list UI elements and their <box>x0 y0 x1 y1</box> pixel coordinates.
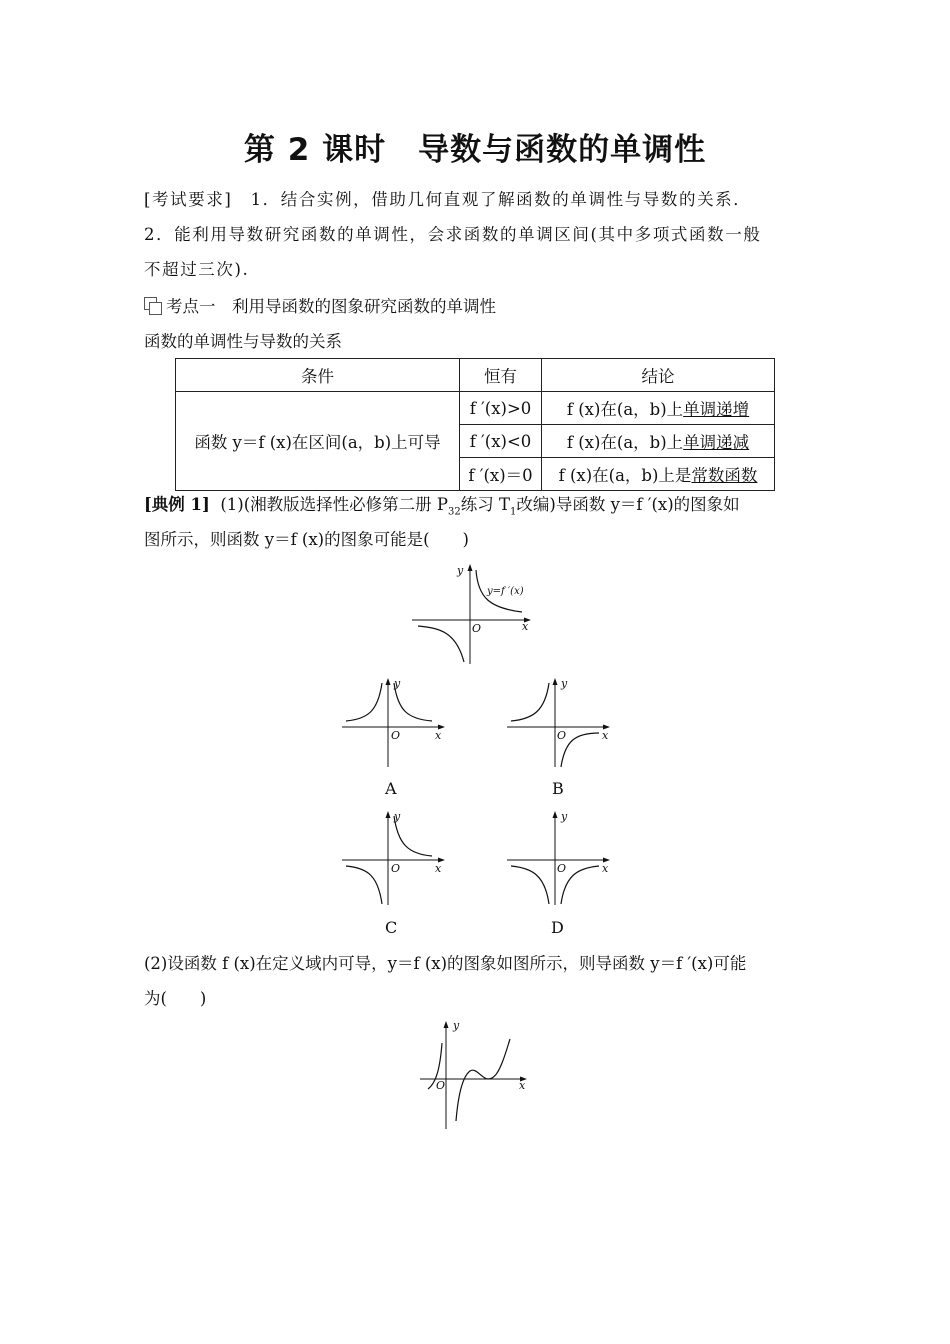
origin-label: O <box>557 862 567 875</box>
y-axis-label: y <box>394 810 401 823</box>
x-axis-label: x <box>522 620 529 633</box>
table-cell-conclusion <box>542 458 775 491</box>
example1-part2-line2: 为( ) <box>144 989 207 1008</box>
page-title: 第 2 课时 导数与函数的单调性 <box>243 132 707 168</box>
subsection-title: 函数的单调性与导数的关系 <box>144 332 342 351</box>
example1-text-b: 练习 T <box>460 495 511 514</box>
origin-label: O <box>436 1079 446 1092</box>
y-axis-label: y <box>561 810 568 823</box>
example1-text-a: (1)(湘教版选择性必修第二册 P <box>220 495 449 514</box>
x-axis-label: x <box>602 862 609 875</box>
option-c-graph <box>340 808 450 908</box>
table-cell-conclusion <box>542 425 775 458</box>
x-axis-label: x <box>519 1079 526 1092</box>
requirements-line-3: 不超过三次). <box>144 260 250 279</box>
table-cell-derivative: f ′(x)<0 <box>460 425 542 458</box>
curve-label: y=f ′(x) <box>487 586 524 597</box>
y-axis-label: y <box>394 677 401 690</box>
conclusion-key: 单调递增 <box>683 400 750 419</box>
option-c-label[interactable]: C <box>385 918 398 937</box>
example1-part1-line2: 图所示，则函数 y＝f (x)的图象可能是( ) <box>144 530 469 549</box>
option-b-graph <box>505 675 615 770</box>
conclusion-prefix: f (x)在(a，b)上是 <box>558 466 692 485</box>
option-b-label[interactable]: B <box>552 779 564 798</box>
table-header-conclusion: 结论 <box>542 359 775 392</box>
example1-part1-line1 <box>144 493 740 524</box>
conclusion-prefix: f (x)在(a，b)上 <box>566 400 684 419</box>
p-subscript: 32 <box>448 506 461 518</box>
table-header-condition: 条件 <box>176 359 460 392</box>
table-cell-derivative: f ′(x)＝0 <box>460 458 542 491</box>
conclusion-key: 常数函数 <box>691 466 758 485</box>
example1-text-c: 改编)导函数 y＝f ′(x)的图象如 <box>516 495 740 514</box>
section-label: 考点一 利用导函数的图象研究函数的单调性 <box>166 297 496 316</box>
requirements-line-2: 2．能利用导数研究函数的单调性，会求函数的单调区间(其中多项式函数一般 <box>144 225 762 244</box>
y-axis-label: y <box>457 564 464 577</box>
origin-label: O <box>391 862 401 875</box>
y-axis-label: y <box>453 1019 460 1032</box>
section-heading <box>144 293 496 317</box>
table-cell-condition: 函数 y＝f (x)在区间(a，b)上可导 <box>176 392 460 491</box>
table-cell-conclusion <box>542 392 775 425</box>
example1-part2-line1: (2)设函数 f (x)在定义域内可导，y＝f (x)的图象如图所示，则导函数 y＝f ′(x)可能 <box>144 954 747 973</box>
function-graph <box>418 1017 533 1132</box>
x-axis-label: x <box>435 862 442 875</box>
origin-label: O <box>472 622 482 635</box>
option-a-label[interactable]: A <box>385 779 397 798</box>
table-cell-derivative: f ′(x)>0 <box>460 392 542 425</box>
origin-label: O <box>557 729 567 742</box>
section-icon <box>144 297 162 315</box>
origin-label: O <box>391 729 401 742</box>
y-axis-label: y <box>561 677 568 690</box>
table-row <box>176 392 775 425</box>
example-tag: [典例 1] <box>144 495 210 514</box>
option-a-graph <box>340 675 450 770</box>
table-header-always: 恒有 <box>460 359 542 392</box>
t-subscript: 1 <box>510 506 517 518</box>
derivative-graph <box>410 560 535 668</box>
table-header-row <box>176 359 775 392</box>
x-axis-label: x <box>435 729 442 742</box>
x-axis-label: x <box>602 729 609 742</box>
option-d-graph <box>505 808 615 908</box>
conclusion-key: 单调递减 <box>683 433 750 452</box>
conclusion-prefix: f (x)在(a，b)上 <box>566 433 684 452</box>
relation-table <box>175 358 775 491</box>
option-d-label[interactable]: D <box>551 918 564 937</box>
requirements-line-1: [考试要求] 1．结合实例，借助几何直观了解函数的单调性与导数的关系． <box>144 190 752 209</box>
